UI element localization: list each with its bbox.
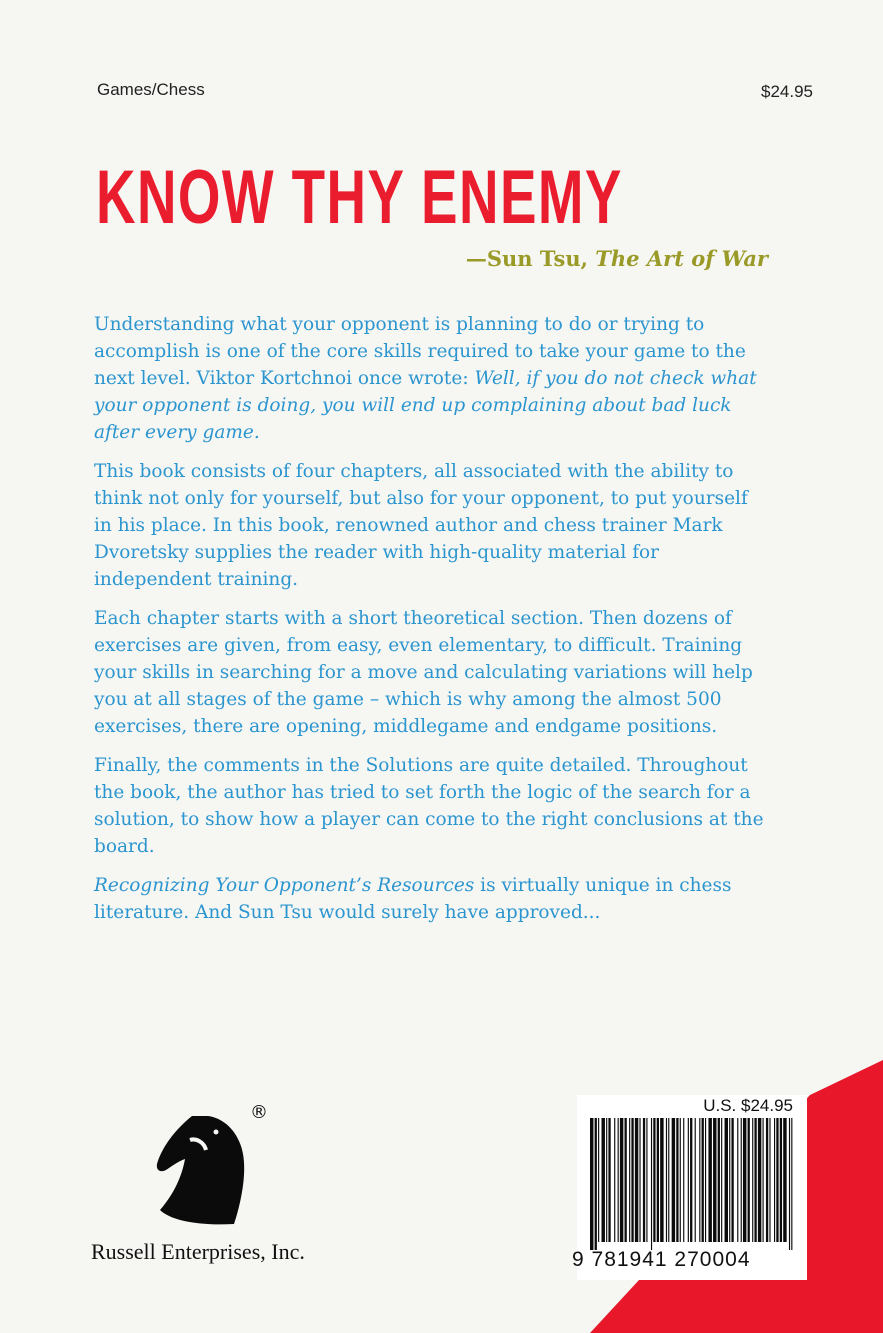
barcode-bar	[653, 1118, 655, 1242]
barcode-bar	[660, 1118, 663, 1242]
p5-title: Recognizing Your Opponent’s Resources	[94, 875, 475, 896]
category-label: Games/Chess	[97, 80, 205, 99]
barcode-bar	[676, 1118, 678, 1242]
blurb-paragraph-3: Each chapter starts with a short theoretical section. Then dozens of exercises are given, from easy, even elementary, to difficult. Training your skills in searching for a move and calculating variations will help you at all stages of the game – which is why among the almost 500 exercises, there are opening, middlegame and endgame positions.	[94, 608, 753, 737]
barcode-bar	[643, 1118, 645, 1242]
barcode-bar	[646, 1118, 647, 1242]
isbn-digits: 9 781941 270004	[572, 1248, 751, 1271]
barcode	[590, 1118, 796, 1250]
barcode-bar	[635, 1118, 638, 1242]
barcode-bar	[766, 1118, 768, 1242]
barcode-bar	[713, 1118, 716, 1242]
attribution	[466, 246, 768, 271]
barcode-bar	[602, 1118, 605, 1242]
p5-text: is virtually unique in chess literature. And Sun Tsu would surely have approved...	[94, 875, 732, 923]
barcode-bar	[774, 1118, 775, 1242]
barcode-bar	[741, 1118, 742, 1242]
barcode-bar	[725, 1118, 728, 1242]
barcode-bar	[683, 1118, 684, 1242]
barcode-bar	[595, 1118, 597, 1250]
barcode-bar	[699, 1118, 700, 1242]
barcode-bar	[769, 1118, 770, 1242]
barcode-bar	[754, 1118, 756, 1242]
barcode-bar	[688, 1118, 689, 1242]
publisher-name: Russell Enterprises, Inc.	[91, 1239, 305, 1264]
barcode-bar	[680, 1118, 681, 1242]
barcode-bar	[763, 1118, 764, 1242]
headline: KNOW THY ENEMY	[96, 155, 623, 240]
barcode-bar	[668, 1118, 669, 1242]
barcode-bar	[780, 1118, 782, 1242]
barcode-bar	[606, 1118, 607, 1242]
barcode-bar	[702, 1118, 704, 1242]
barcode-bar	[608, 1118, 610, 1242]
barcode-bar	[721, 1118, 722, 1242]
barcode-bar	[783, 1118, 786, 1242]
barcode-bar	[743, 1118, 746, 1242]
barcode-bar	[708, 1118, 711, 1242]
barcode-bar	[598, 1118, 599, 1242]
p1-text: Understanding what your opponent is planning to do or trying to accomplish is one of the core skills required to take your game to the next level. Viktor Kortchnoi once wrote:	[94, 314, 746, 389]
barcode-bar	[748, 1118, 750, 1242]
registered-mark: ®	[250, 1102, 268, 1123]
barcode-bar	[590, 1118, 593, 1250]
barcode-bar	[614, 1118, 615, 1242]
barcode-price: U.S. $24.95	[703, 1096, 793, 1115]
barcode-bar	[791, 1118, 792, 1250]
barcode-bar	[618, 1118, 619, 1242]
price-label: $24.95	[761, 82, 813, 101]
blurb-paragraph-1	[94, 311, 766, 446]
barcode-bar	[672, 1118, 675, 1242]
barcode-bar	[631, 1118, 633, 1242]
blurb-paragraph-4: Finally, the comments in the Solutions are quite detailed. Throughout the book, the author has tried to set forth the logic of the search for a solution, to show how a player can come to the right conclusions at the board.	[94, 755, 764, 857]
barcode-bar	[620, 1118, 623, 1242]
p1-quote: Well, if you do not check what your opponent is doing, you will end up complaining about bad luck after every game.	[94, 368, 757, 443]
barcode-bar	[695, 1118, 696, 1242]
blurb	[94, 311, 766, 938]
barcode-bar	[651, 1118, 652, 1250]
barcode-bar	[789, 1118, 790, 1250]
attribution-work: The Art of War	[595, 246, 768, 271]
blurb-paragraph-2: This book consists of four chapters, all associated with the ability to think not only for yourself, but also for your opponent, to put yourself in his place. In this book, renowned author and chess trainer Mark Dvoretsky supplies the reader with high-quality material for independent training.	[94, 461, 748, 590]
barcode-bar	[731, 1118, 733, 1242]
attribution-prefix: —Sun Tsu,	[465, 246, 596, 271]
barcode-bar	[705, 1118, 706, 1242]
barcode-bar	[737, 1118, 738, 1242]
blurb-paragraph-5	[94, 872, 766, 926]
barcode-bar	[629, 1118, 630, 1242]
barcode-bar	[752, 1118, 753, 1242]
barcode-bar	[729, 1118, 730, 1242]
barcode-bar	[666, 1118, 667, 1242]
barcode-bar	[657, 1118, 659, 1242]
barcode-bar	[690, 1118, 692, 1242]
barcode-bar	[625, 1118, 627, 1242]
barcode-bar	[758, 1118, 761, 1242]
barcode-bar	[718, 1118, 720, 1242]
chess-knight-icon	[152, 1106, 247, 1228]
barcode-bar	[776, 1118, 778, 1242]
barcode-bar	[639, 1118, 640, 1242]
